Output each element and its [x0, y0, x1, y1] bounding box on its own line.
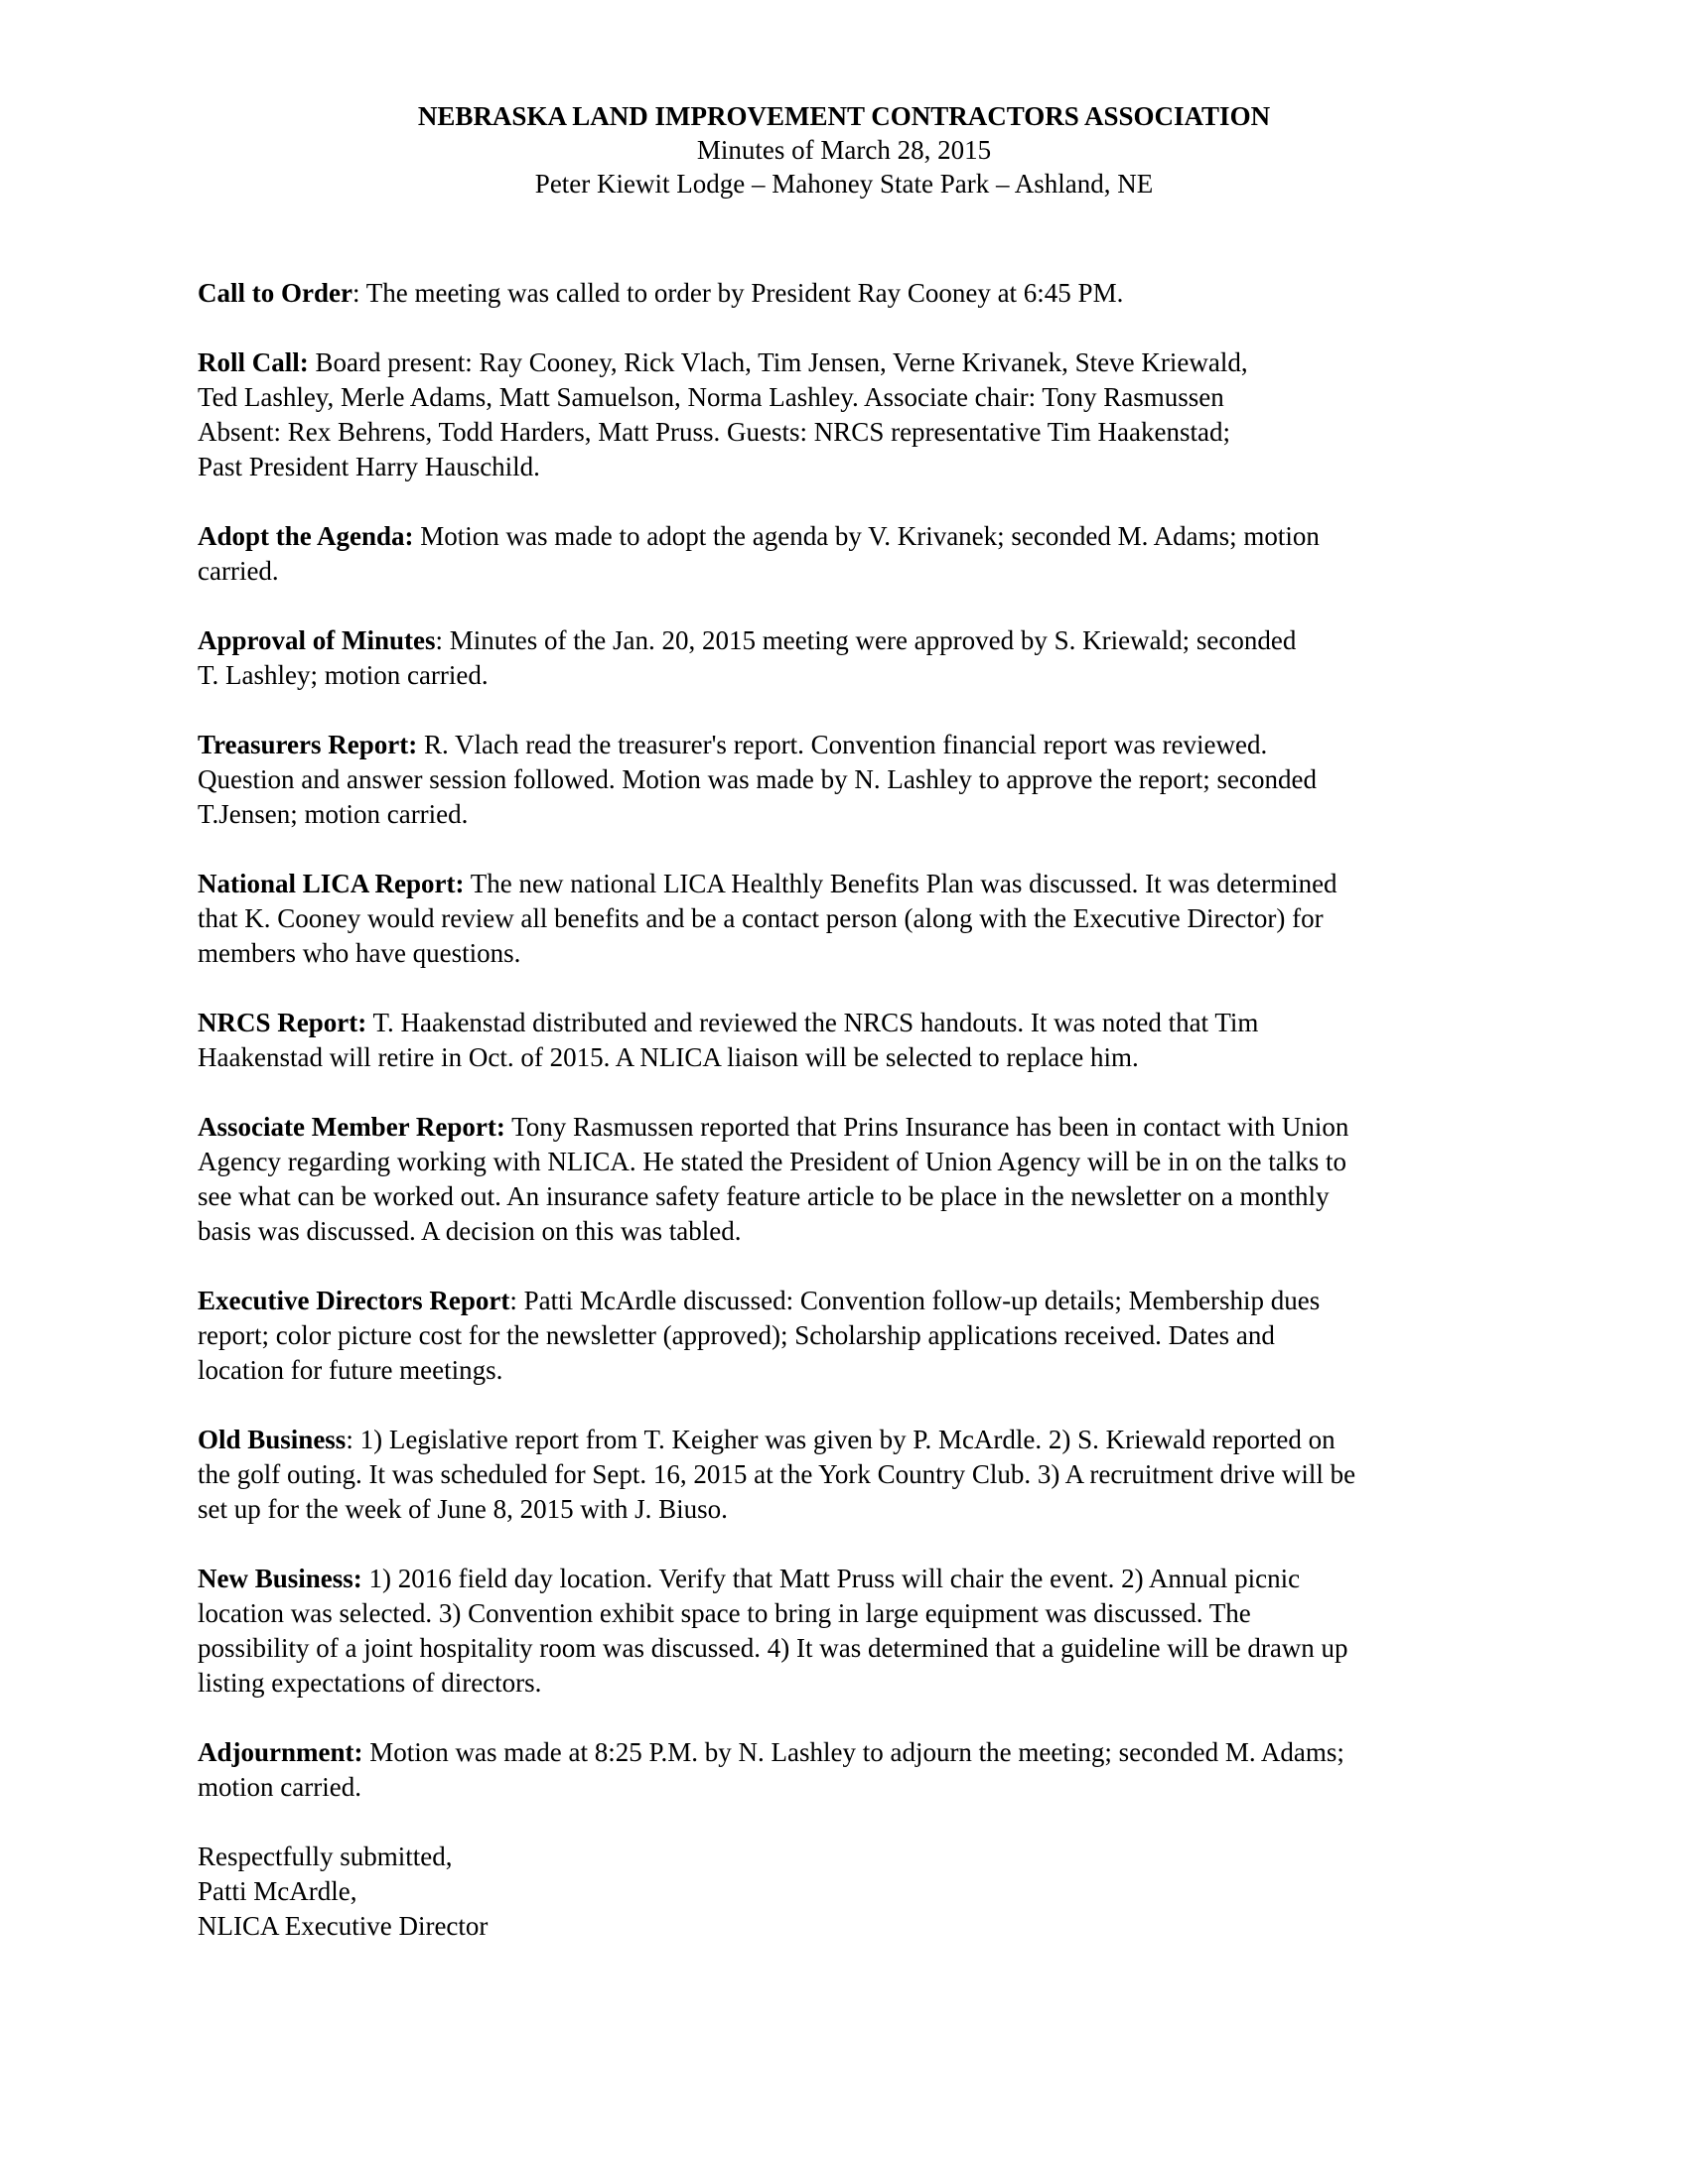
section-approval-minutes [198, 623, 1528, 693]
document-header [0, 99, 1688, 201]
section-text: T.Jensen; motion carried. [198, 799, 469, 829]
section-label: Treasurers Report: [198, 730, 418, 759]
meeting-location: Peter Kiewit Lodge – Mahoney State Park – Ashland, NE [534, 169, 1154, 199]
section-label: Old Business [198, 1425, 347, 1454]
section-text: : The meeting was called to order by President Ray Cooney at 6:45 PM. [352, 278, 1124, 308]
section-label: National LICA Report: [198, 869, 465, 898]
section-executive-directors-report [198, 1284, 1528, 1388]
section-text: see what can be worked out. An insurance safety feature article to be place in the newsletter on a monthly [198, 1181, 1330, 1211]
section-text: possibility of a joint hospitality room was discussed. 4) It was determined that a guideline will be drawn up [198, 1633, 1348, 1663]
minutes-date: Minutes of March 28, 2015 [696, 135, 992, 165]
section-old-business [198, 1423, 1528, 1527]
section-text: The new national LICA Healthly Benefits Plan was discussed. It was determined [464, 869, 1337, 898]
section-adjournment [198, 1735, 1528, 1805]
section-new-business [198, 1562, 1528, 1701]
minutes-body [198, 276, 1528, 1944]
section-text: location for future meetings. [198, 1355, 503, 1385]
section-text: carried. [198, 556, 279, 586]
section-text: Absent: Rex Behrens, Todd Harders, Matt Pruss. Guests: NRCS representative Tim Haakenstad; [198, 417, 1231, 447]
section-label: Call to Order [198, 278, 352, 308]
section-roll-call [198, 345, 1528, 484]
section-text: T. Lashley; motion carried. [198, 660, 489, 690]
section-text: Agency regarding working with NLICA. He stated the President of Union Agency will be in on the talks to [198, 1147, 1347, 1176]
section-text: report; color picture cost for the newsletter (approved); Scholarship applications received. Dates and [198, 1320, 1275, 1350]
section-national-lica-report [198, 867, 1528, 971]
section-text: Motion was made at 8:25 P.M. by N. Lashley to adjourn the meeting; seconded M. Adams; [362, 1737, 1344, 1767]
section-text: R. Vlach read the treasurer's report. Convention financial report was reviewed. [417, 730, 1268, 759]
section-label: Adopt the Agenda: [198, 521, 414, 551]
section-text: T. Haakenstad distributed and reviewed the NRCS handouts. It was noted that Tim [366, 1008, 1259, 1037]
section-text: Past President Harry Hauschild. [198, 452, 540, 481]
section-associate-member-report [198, 1110, 1528, 1249]
organization-title: NEBRASKA LAND IMPROVEMENT CONTRACTORS ASSOCIATION [417, 101, 1271, 131]
signature-name: Patti McArdle, [198, 1876, 357, 1906]
section-label: Executive Directors Report [198, 1286, 510, 1315]
section-text: motion carried. [198, 1772, 361, 1802]
section-label: NRCS Report: [198, 1008, 367, 1037]
section-text: : 1) Legislative report from T. Keigher was given by P. McArdle. 2) S. Kriewald reported on [346, 1425, 1336, 1454]
section-text: : Patti McArdle discussed: Convention follow-up details; Membership dues [509, 1286, 1321, 1315]
section-text: : Minutes of the Jan. 20, 2015 meeting were approved by S. Kriewald; seconded [435, 625, 1297, 655]
signature-closing: Respectfully submitted, [198, 1842, 453, 1871]
section-text: Ted Lashley, Merle Adams, Matt Samuelson, Norma Lashley. Associate chair: Tony Rasmussen [198, 382, 1224, 412]
section-text: basis was discussed. A decision on this was tabled. [198, 1216, 742, 1246]
section-text: Haakenstad will retire in Oct. of 2015. A NLICA liaison will be selected to replace him. [198, 1042, 1139, 1072]
section-label: Roll Call: [198, 347, 309, 377]
section-text: Question and answer session followed. Motion was made by N. Lashley to approve the report; seconded [198, 764, 1317, 794]
section-text: Motion was made to adopt the agenda by V. Krivanek; seconded M. Adams; motion [413, 521, 1320, 551]
section-text: location was selected. 3) Convention exhibit space to bring in large equipment was discussed. The [198, 1598, 1251, 1628]
section-label: Approval of Minutes [198, 625, 436, 655]
section-text: that K. Cooney would review all benefits and be a contact person (along with the Executive Director) for [198, 903, 1324, 933]
section-text: members who have questions. [198, 938, 521, 968]
section-nrcs-report [198, 1006, 1528, 1075]
section-call-to-order [198, 276, 1528, 311]
signature-title: NLICA Executive Director [198, 1911, 489, 1941]
section-text: set up for the week of June 8, 2015 with J. Biuso. [198, 1494, 728, 1524]
section-label: Adjournment: [198, 1737, 363, 1767]
section-text: listing expectations of directors. [198, 1668, 542, 1698]
section-text: Board present: Ray Cooney, Rick Vlach, Tim Jensen, Verne Krivanek, Steve Kriewald, [308, 347, 1248, 377]
signature-block [198, 1840, 1528, 1944]
section-adopt-agenda [198, 519, 1528, 589]
section-label: New Business: [198, 1564, 362, 1593]
section-text: Tony Rasmussen reported that Prins Insurance has been in contact with Union [504, 1112, 1349, 1142]
section-label: Associate Member Report: [198, 1112, 505, 1142]
section-text: 1) 2016 field day location. Verify that Matt Pruss will chair the event. 2) Annual picnic [361, 1564, 1301, 1593]
section-treasurers-report [198, 728, 1528, 832]
section-text: the golf outing. It was scheduled for Sept. 16, 2015 at the York Country Club. 3) A recruitment drive will be [198, 1459, 1356, 1489]
